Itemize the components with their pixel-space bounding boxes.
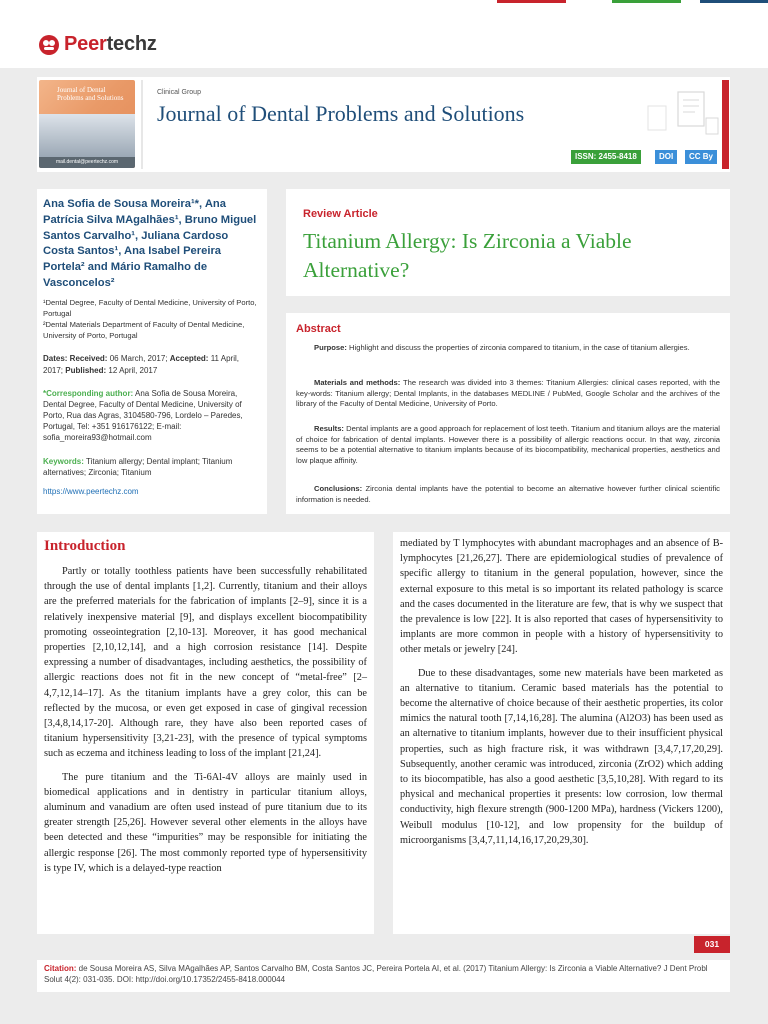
doi-badge[interactable]: DOI [655,150,677,164]
journal-cover-image [39,80,135,168]
left-column-text [44,564,367,876]
cover-title: Journal of Dental Problems and Solutions [57,86,124,102]
top-strip-red [497,0,566,3]
introduction-heading: Introduction [44,538,126,554]
cover-photo [39,114,135,158]
article-dates: Dates: Received: 06 March, 2017; Accepted: 11 April, 2017; Published: 12 April, 2017 [43,354,239,375]
cc-by-badge[interactable]: CC By [685,150,717,164]
right-column-text [400,536,723,848]
clinical-group-label: Clinical Group [157,89,201,96]
peertechz-logo-icon [38,34,60,56]
abstract-heading: Abstract [296,323,341,335]
abstract-results: Results: Dental implants are a good approach for replacement of lost teeth. Titanium and titanium alloys are the material of choice for fabrication of dental implants. However there is a possibility of allergic reactions occur. In that way, zirconia seems to be a potential alternative to titanium implants because of its biocompatibility, mechanical properties, aesthetics and low plaque affinity. [296,424,720,465]
author-list: Ana Sofia de Sousa Moreira¹*, Ana Patrícia Silva MAgalhães¹, Bruno Miguel Santos Carvalho¹, Juliana Cardoso Costa Santos¹, Ana Isabel Pereira Portela² and Mário Ramalho de Vasconcelos² [43,198,257,289]
paragraph: Due to these disadvantages, some new materials have been marketed as an alternative to titanium. Ceramic based materials has the potential to become the alternative of choice because of their aesthetic properties, its color mimics the natural tooth [7,14,16,28]. The alumina (Al2O3) has been used as an alternative to titanium implants, however due to their insufficient physical properties, such as high fracture risk, it was withdrawn [3,4,7,17,20,29]. Subsequently, another ceramic was introduced, zirconia (ZrO2) which adding to its biocompatible, has also a good aesthetic [3,5,10,28]. With regard to its physical and mechanical properties it presents: low corrosion, low thermal conductivity, high flexure strength (900-1200 MPa), hardness (Vickers 1200), Weibull modulus [10-12], and low propensity for the buildup of microorganisms [3,4,7,11,14,16,17,20,29,30]. [400,667,723,846]
issn-badge: ISSN: 2455-8418 [571,150,641,164]
peertechz-link[interactable]: https://www.peertechz.com [43,487,139,496]
top-strip-navy [700,0,768,3]
peertechz-logo[interactable] [38,33,157,56]
article-title: Titanium Allergy: Is Zirconia a Viable Alternative? [303,229,632,282]
cover-email: mail.dental@peertechz.com [39,157,135,168]
header-divider [141,80,143,169]
top-strip-green [612,0,681,3]
peertechz-wordmark: Peertechz [64,33,157,55]
affiliations [43,297,258,341]
paragraph: mediated by T lymphocytes with abundant macrophages and an absence of B-lymphocytes [21,26,27]. There are epidemiological studies of prevalence of specific allergy to titanium in the general population, however, since the external exposure to this metal is so important its related pathology is scarce and the cases documented in the literature are few, that is why we suspect that the prevalence is low [22]. It is also reported that cases of hypersensitivity to implants are more common in people with a history of hypersensitivity to other metals or jewelry [24]. [400,538,723,656]
article-type: Review Article [303,208,378,220]
document-icon [640,88,720,144]
header-accent-bar [722,80,729,169]
paragraph: Partly or totally toothless patients have been successfully rehabilitated through the use of dental implants [1,2]. Currently, titanium and their alloys are the preferred materials for the fabrication of implants [2–9], since it is a relatively inexpensive material [9], and displays excellent biocompatibility promoting osseointegration [2,10-13]. Moreover, it has good mechanical properties [2,10,12,14], and a high corrosion resistance [14]. Despite expressing a number of disadvantages, including aesthetics, the possibility of allergic reactions does not fit in the new concept of “metal-free” [2–4,7,12,14–17]. As the titanium implants have a grey color, this can be reflected by the mucosa, or even get exposed in case of gingival recession [3,4,8,14,17-20]. Although rare, they have also been reported cases of titanium hypersensitivity [3,21-23], with the presence of typical symptoms such as eczema and itchiness leading to loss of the implant [21,24]. [44,566,367,760]
page-number: 031 [694,936,730,953]
journal-title: Journal of Dental Problems and Solutions [157,101,525,126]
affiliation-2: ²Dental Materials Department of Faculty of Dental Medicine, University of Porto, Portugal [43,320,245,340]
paragraph: The pure titanium and the Ti-6Al-4V alloys are mainly used in biomedical applications and in dentistry in particular titanium alloys, aluminum and vanadium are often used instead of pure titanium due to its greater strength [25,26]. However several other elements in the alloys have been detected and these “impurities” may be responsible for initiating the allergic response [26]. The most commonly reported type of hypersensitivity is type IV, which is a delayed-type reaction [44,771,367,874]
abstract-methods: Materials and methods: The research was divided into 3 themes: Titanium Allergies: clinical cases reported, with the key-words: Titanium allergy; Dental Implants, in the databases MEDLINE / PubMed, Google Scholar and the archives of the library of the Faculty of Dental Medicine, University of Porto. [296,378,720,409]
keywords: Keywords: Titanium allergy; Dental implant; Titanium alternatives; Zirconia; Titanium [43,457,233,477]
abstract-conclusions: Conclusions: Zirconia dental implants have the potential to become an alternative however further clinical scientific information is needed. [296,484,720,504]
citation-text: Citation: de Sousa Moreira AS, Silva MAgalhães AP, Santos Carvalho BM, Costa Santos JC, Pereira Portela AI, et al. (2017) Titanium Allergy: Is Zirconia a Viable Alternative? J Dent Probl Solut 4(2): 031-035. DOI: http://doi.org/10.17352/2455-8418.000044 [44,964,708,984]
affiliation-1: ¹Dental Degree, Faculty of Dental Medicine, University of Porto, Portugal [43,298,257,318]
corresponding-author: *Corresponding author: Ana Sofia de Sousa Moreira, Dental Degree, Faculty of Dental Medicine, University of Porto, Rua das Agras, 3104580-796, Lordelo – Paredes, Portugal, Tel: +351 916176122; E-mail: sofia_moreira93@hotmail.com [43,389,243,442]
abstract-purpose: Purpose: Highlight and discuss the properties of zirconia compared to titanium, in the case of titanium allergies. [314,343,690,352]
